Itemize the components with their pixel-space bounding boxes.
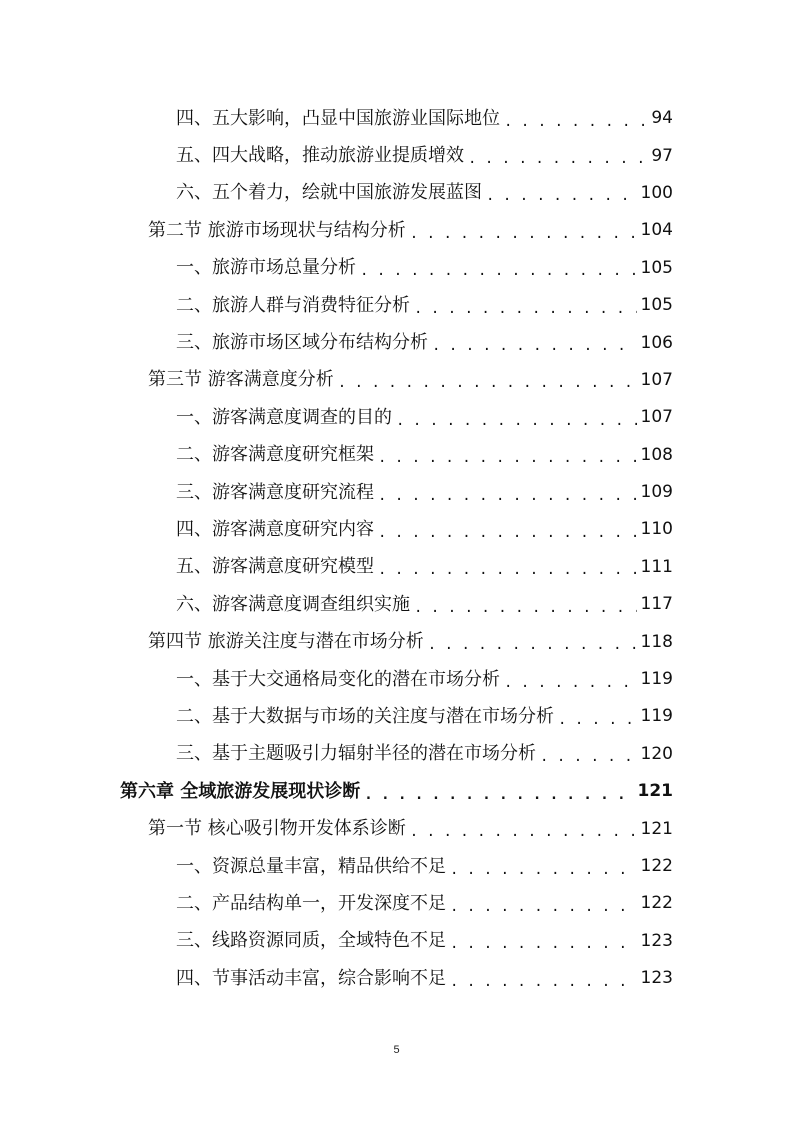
toc-dot-leader	[450, 900, 637, 914]
toc-entry[interactable]	[0, 437, 673, 474]
toc-entry-title: 二、基于大数据与市场的关注度与潜在市场分析	[176, 705, 554, 727]
toc-dot-leader	[414, 601, 637, 615]
toc-entry-page: 123	[640, 930, 673, 951]
toc-entry-title: 三、线路资源同质，全域特色不足	[176, 930, 446, 952]
toc-entry-page: 100	[640, 182, 673, 203]
toc-dot-leader	[450, 937, 637, 951]
toc-entry-page: 117	[640, 594, 673, 615]
toc-entry[interactable]	[0, 698, 673, 735]
toc-entry-title: 二、游客满意度研究框架	[176, 444, 374, 466]
toc-entry-title: 第六章 全域旅游发展现状诊断	[120, 780, 361, 802]
toc-entry[interactable]	[0, 661, 673, 698]
toc-section-entry[interactable]	[0, 810, 673, 847]
toc-entry-page: 118	[640, 631, 673, 652]
toc-entry-title: 第二节 旅游市场现状与结构分析	[148, 219, 406, 241]
toc-dot-leader	[428, 638, 637, 652]
toc-entry-page: 110	[640, 519, 673, 540]
toc-entry-page: 109	[640, 482, 673, 503]
toc-entry-page: 120	[640, 743, 673, 764]
toc-entry[interactable]	[0, 100, 673, 137]
toc-dot-leader	[558, 713, 637, 727]
toc-entry[interactable]	[0, 287, 673, 324]
toc-entry-page: 111	[640, 556, 673, 577]
toc-dot-leader	[378, 451, 637, 465]
toc-entry[interactable]	[0, 586, 673, 623]
toc-entry-title: 一、资源总量丰富，精品供给不足	[176, 855, 446, 877]
toc-entry-title: 三、游客满意度研究流程	[176, 481, 374, 503]
toc-entry-title: 三、基于主题吸引力辐射半径的潜在市场分析	[176, 743, 536, 765]
toc-entry-page: 121	[637, 781, 673, 802]
toc-section-entry[interactable]	[0, 623, 673, 660]
toc-entry-title: 六、游客满意度调查组织实施	[176, 593, 410, 615]
toc-entry-title: 五、游客满意度研究模型	[176, 556, 374, 578]
toc-dot-leader	[450, 863, 637, 877]
toc-entry-page: 104	[640, 220, 673, 241]
toc-entry[interactable]	[0, 399, 673, 436]
toc-dot-leader	[360, 264, 637, 278]
toc-entry[interactable]	[0, 175, 673, 212]
toc-entry-title: 四、五大影响，凸显中国旅游业国际地位	[176, 107, 500, 129]
toc-entry-page: 107	[640, 369, 673, 390]
toc-dot-leader	[468, 152, 647, 166]
toc-section-entry[interactable]	[0, 362, 673, 399]
toc-entry-page: 97	[651, 145, 673, 166]
toc-dot-leader	[504, 676, 637, 690]
toc-entry-title: 一、基于大交通格局变化的潜在市场分析	[176, 668, 500, 690]
toc-dot-leader	[378, 563, 637, 577]
toc-entry-page: 122	[640, 893, 673, 914]
toc-entry-page: 122	[640, 856, 673, 876]
table-of-contents	[0, 100, 793, 997]
toc-entry[interactable]	[0, 923, 673, 960]
toc-dot-leader	[378, 526, 637, 540]
toc-entry-page: 121	[640, 818, 673, 839]
toc-entry-page: 105	[640, 257, 673, 278]
toc-dot-leader	[540, 750, 637, 764]
toc-entry-title: 六、五个着力，绘就中国旅游发展蓝图	[176, 182, 482, 204]
toc-dot-leader	[414, 302, 637, 316]
toc-entry[interactable]	[0, 511, 673, 548]
toc-entry-title: 一、游客满意度调查的目的	[176, 406, 392, 428]
toc-entry-title: 第四节 旅游关注度与潜在市场分析	[148, 631, 424, 653]
page-number: 5	[393, 1044, 400, 1056]
toc-entry-page: 119	[640, 669, 673, 690]
toc-entry[interactable]	[0, 848, 673, 885]
toc-entry-title: 二、旅游人群与消费特征分析	[176, 294, 410, 316]
toc-entry-title: 一、旅游市场总量分析	[176, 257, 356, 279]
toc-dot-leader	[450, 975, 637, 989]
toc-chapter-entry[interactable]	[0, 773, 673, 810]
toc-entry-title: 四、节事活动丰富，综合影响不足	[176, 967, 446, 989]
toc-dot-leader	[338, 376, 637, 390]
toc-entry[interactable]	[0, 736, 673, 773]
toc-entry-page: 108	[640, 444, 673, 465]
toc-entry[interactable]	[0, 474, 673, 511]
toc-entry-page: 106	[640, 332, 673, 353]
toc-entry-title: 三、旅游市场区域分布结构分析	[176, 332, 428, 354]
toc-entry[interactable]	[0, 549, 673, 586]
toc-entry[interactable]	[0, 324, 673, 361]
toc-entry-page: 119	[640, 706, 673, 727]
toc-entry-title: 二、产品结构单一，开发深度不足	[176, 892, 446, 914]
toc-entry-page: 123	[640, 968, 673, 989]
toc-dot-leader	[410, 825, 637, 839]
toc-entry-page: 105	[640, 295, 673, 316]
toc-entry[interactable]	[0, 960, 673, 997]
toc-entry-page: 94	[651, 108, 673, 129]
toc-entry[interactable]	[0, 250, 673, 287]
toc-dot-leader	[378, 489, 637, 503]
toc-entry-title: 五、四大战略，推动旅游业提质增效	[176, 145, 464, 167]
toc-section-entry[interactable]	[0, 212, 673, 249]
toc-dot-leader	[396, 414, 637, 428]
toc-dot-leader	[410, 227, 637, 241]
toc-entry-title: 第三节 游客满意度分析	[148, 369, 334, 391]
toc-entry[interactable]	[0, 885, 673, 922]
toc-entry[interactable]	[0, 137, 673, 174]
toc-dot-leader	[364, 788, 633, 802]
toc-entry-title: 第一节 核心吸引物开发体系诊断	[148, 818, 406, 840]
toc-dot-leader	[486, 189, 637, 203]
toc-dot-leader	[504, 115, 647, 129]
toc-entry-title: 四、游客满意度研究内容	[176, 518, 374, 540]
toc-dot-leader	[432, 339, 637, 353]
toc-entry-page: 107	[640, 407, 673, 428]
